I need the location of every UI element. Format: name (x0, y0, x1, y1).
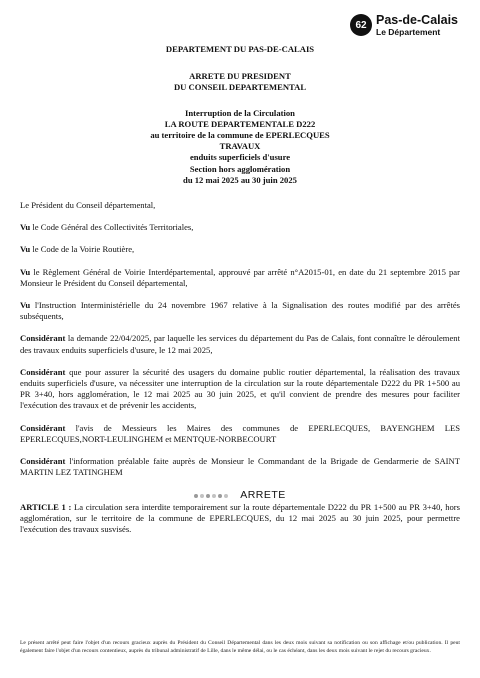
title-line-5: enduits superficiels d'usure (189, 152, 291, 163)
arrete-section-heading: ARRETE (240, 489, 286, 502)
title-block (20, 108, 460, 186)
vu-paragraph-4: Vu l'Instruction Interministérielle du 24 novembre 1967 relative à la Signalisation des routes modifié par des arrêtés subséquents, (20, 300, 460, 322)
logo-subtitle: Le Département (376, 26, 441, 37)
considerant-paragraph-1: Considérant la demande 22/04/2025, par laquelle les services du département du Pas de Calais, font connaître le déroulement des travaux enduits superficiels d'usure, le 12 mai 2025, (20, 333, 460, 355)
document-body (20, 40, 460, 535)
considerant-paragraph-2: Considérant que pour assurer la sécurité des usagers du domaine public routier départemental, la réalisation des travaux enduits superficiels d'usure, va nécessiter une interruption de la circulation sur la route départementale D222 du PR 1+500 au PR 3+40, hors agglomération, le 12 mai 2025 au 30 juin 2025, et qu'il convient de prendre des mesures pour faciliter l'exécution des travaux et de prévenir les accidents, (20, 366, 460, 411)
intro-paragraph: Le Président du Conseil départemental, (20, 200, 156, 211)
arrete-line-1: ARRETE DU PRESIDENT (189, 71, 291, 82)
arrete-line-2: DU CONSEIL DEPARTEMENTAL (173, 82, 307, 93)
vu-paragraph-1: Vu le Code Général des Collectivités Territoriales, (20, 222, 194, 233)
considerant-paragraph-3: Considérant l'avis de Messieurs les Maires des communes de EPERLECQUES, BAYENGHEM LES EPERLECQUES,NORT-LEULINGHEM et MENTQUE-NORBECOURT (20, 422, 460, 444)
considerant-paragraph-4: Considérant l'information préalable faite auprès de Monsieur le Commandant de la Brigade de Gendarmerie de SAINT MARTIN LEZ TATINGHEM (20, 456, 460, 478)
vu-paragraph-3: Vu le Règlement Général de Voirie Interdépartemental, approuvé par arrêté n°A2015-01, en date du 21 septembre 2015 par Monsieur le Président du Conseil départemental, (20, 266, 460, 288)
logo-badge-62: 62 (350, 14, 372, 36)
title-line-1: Interruption de la Circulation (185, 107, 295, 118)
department-heading: DEPARTEMENT DU PAS-DE-CALAIS (165, 44, 315, 54)
title-line-3: au territoire de la commune de EPERLECQUES (150, 130, 330, 141)
arrete-heading (20, 71, 460, 93)
title-line-2: LA ROUTE DEPARTEMENTALE D222 (164, 118, 316, 129)
pas-de-calais-logo (350, 14, 458, 36)
footer-legal-notice: Le présent arrêté peut faire l'objet d'un recours gracieux auprès du Président du Conseil Départemental dans les deux mois suivant sa notification ou son affichage et/ou publication. Il peut également faire l'objet d'un recours contentieux, auprès du tribunal administratif de Lille, dans le même délai, ou le cas échéant, dans les deux mois suivant le rejet du recours gracieux. (20, 640, 460, 654)
title-line-7: du 12 mai 2025 au 30 juin 2025 (183, 174, 297, 185)
vu-paragraph-2: Vu le Code de la Voirie Routière, (20, 244, 135, 255)
article-1-paragraph: ARTICLE 1 : La circulation sera interdite temporairement sur la route départementale D222 du PR 1+500 au PR 3+40, hors agglomération, sur le territoire de la commune de EPERLECQUES, du 12 mai 2025 au 30 juin 2025, pour permettre l'exécution des travaux susvisés. (20, 501, 460, 535)
title-line-4: TRAVAUX (219, 141, 261, 152)
arrete-separator (20, 490, 460, 501)
dots-decoration-icon (194, 494, 230, 498)
title-line-6: Section hors agglomération (189, 163, 291, 174)
logo-name: Pas-de-Calais (376, 13, 458, 27)
